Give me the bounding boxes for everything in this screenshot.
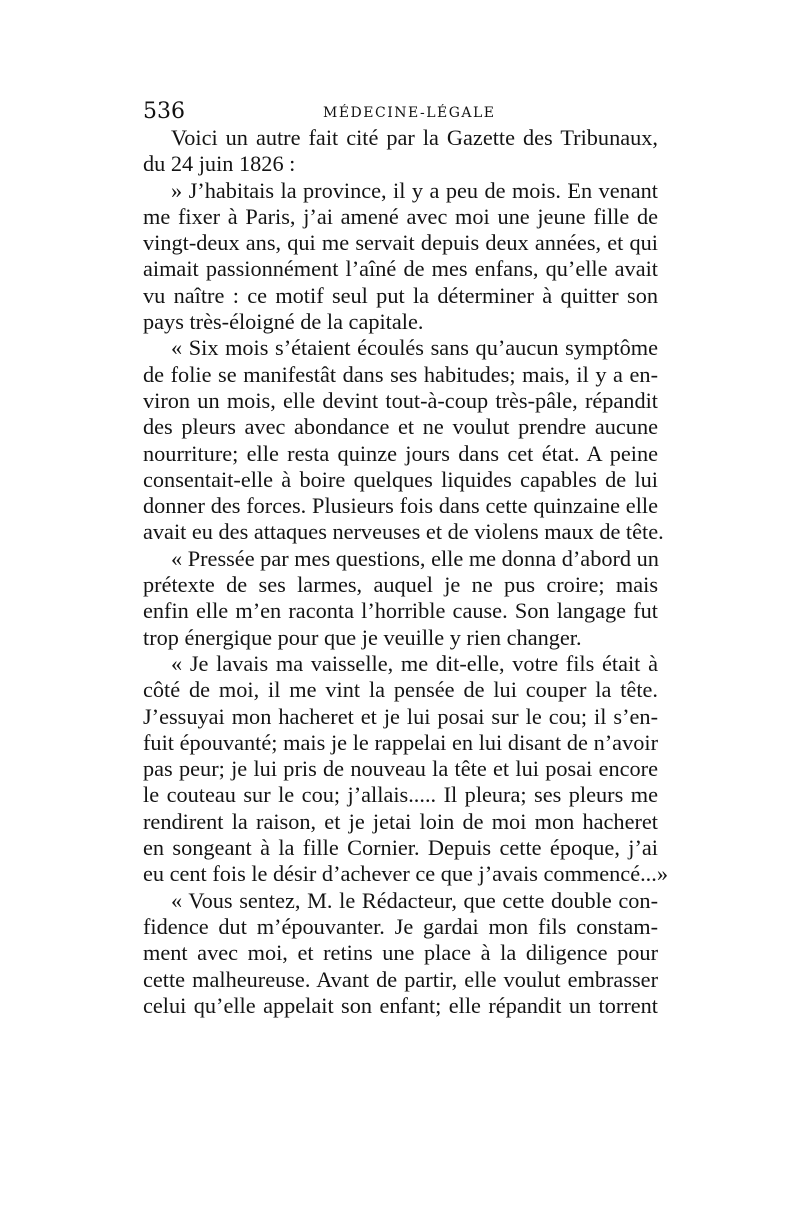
page-number: 536 [143,99,185,124]
text-line: le couteau sur le cou; j’allais..... Il pleura; ses pleurs me [143,782,658,808]
running-head [143,97,658,127]
text-line: J’essuyai mon hacheret et je lui posai sur le cou; il s’en- [143,703,658,729]
text-line: consentait-elle à boire quelques liquides capables de lui [143,466,658,492]
text-line: donner des forces. Plusieurs fois dans cette quinzaine elle [143,493,658,519]
text-line: enfin elle m’en raconta l’horrible cause. Son langage fut [143,598,658,624]
text-line: » J’habitais la province, il y a peu de mois. En venant [171,177,658,203]
text-line: en songeant à la fille Cornier. Depuis cette époque, j’ai [143,835,658,861]
body-text [143,125,668,1019]
text-line: celui qu’elle appelait son enfant; elle répandit un torrent [143,992,658,1018]
text-line: « Pressée par mes questions, elle me donna d’abord un [171,545,659,571]
text-line: fidence dut m’épouvanter. Je gardai mon fils constam- [143,913,658,939]
text-line: du 24 juin 1826 : [143,151,296,177]
text-line: rendirent la raison, et je jetai loin de moi mon hacheret [143,808,658,834]
text-line: avait eu des attaques nerveuses et de violens maux de tête. [143,519,664,545]
text-line: des pleurs avec abondance et ne voulut prendre aucune [143,414,658,440]
text-line: eu cent fois le désir d’achever ce que j’avais commencé...» [143,861,668,887]
text-line: « Six mois s’étaient écoulés sans qu’aucun symptôme [171,335,658,361]
text-line: vu naître : ce motif seul put la déterminer à quitter son [143,282,658,308]
text-line: de folie se manifestât dans ses habitudes; mais, il y a en- [143,361,658,387]
text-line: trop énergique pour que je veuille y rien changer. [143,624,582,650]
text-line: me fixer à Paris, j’ai amené avec moi une jeune fille de [143,203,658,229]
text-line: « Vous sentez, M. le Rédacteur, que cette double con- [171,887,658,913]
text-line: pas peur; je lui pris de nouveau la tête et lui posai encore [143,756,658,782]
text-line: « Je lavais ma vaisselle, me dit-elle, votre fils était à [171,650,658,676]
text-line: vingt-deux ans, qui me servait depuis deux années, et qui [143,230,658,256]
text-line: côté de moi, il me vint la pensée de lui couper la tête. [143,677,658,703]
text-line: fuit épouvanté; mais je le rappelai en lui disant de n’avoir [143,729,658,755]
text-line: aimait passionnément l’aîné de mes enfans, qu’elle avait [143,256,658,282]
running-title: MÉDECINE-LÉGALE [323,105,496,121]
text-line: viron un mois, elle devint tout-à-coup très-pâle, répandit [143,387,658,413]
text-line: nourriture; elle resta quinze jours dans cet état. A peine [143,440,658,466]
text-line: cette malheureuse. Avant de partir, elle voulut embrasser [143,966,658,992]
text-line: prétexte de ses larmes, auquel je ne pus croire; mais [143,572,658,598]
text-line: ment avec moi, et retins une place à la diligence pour [143,940,658,966]
text-line: pays très-éloigné de la capitale. [143,309,424,335]
text-line: Voici un autre fait cité par la Gazette des Tribunaux, [171,125,658,150]
